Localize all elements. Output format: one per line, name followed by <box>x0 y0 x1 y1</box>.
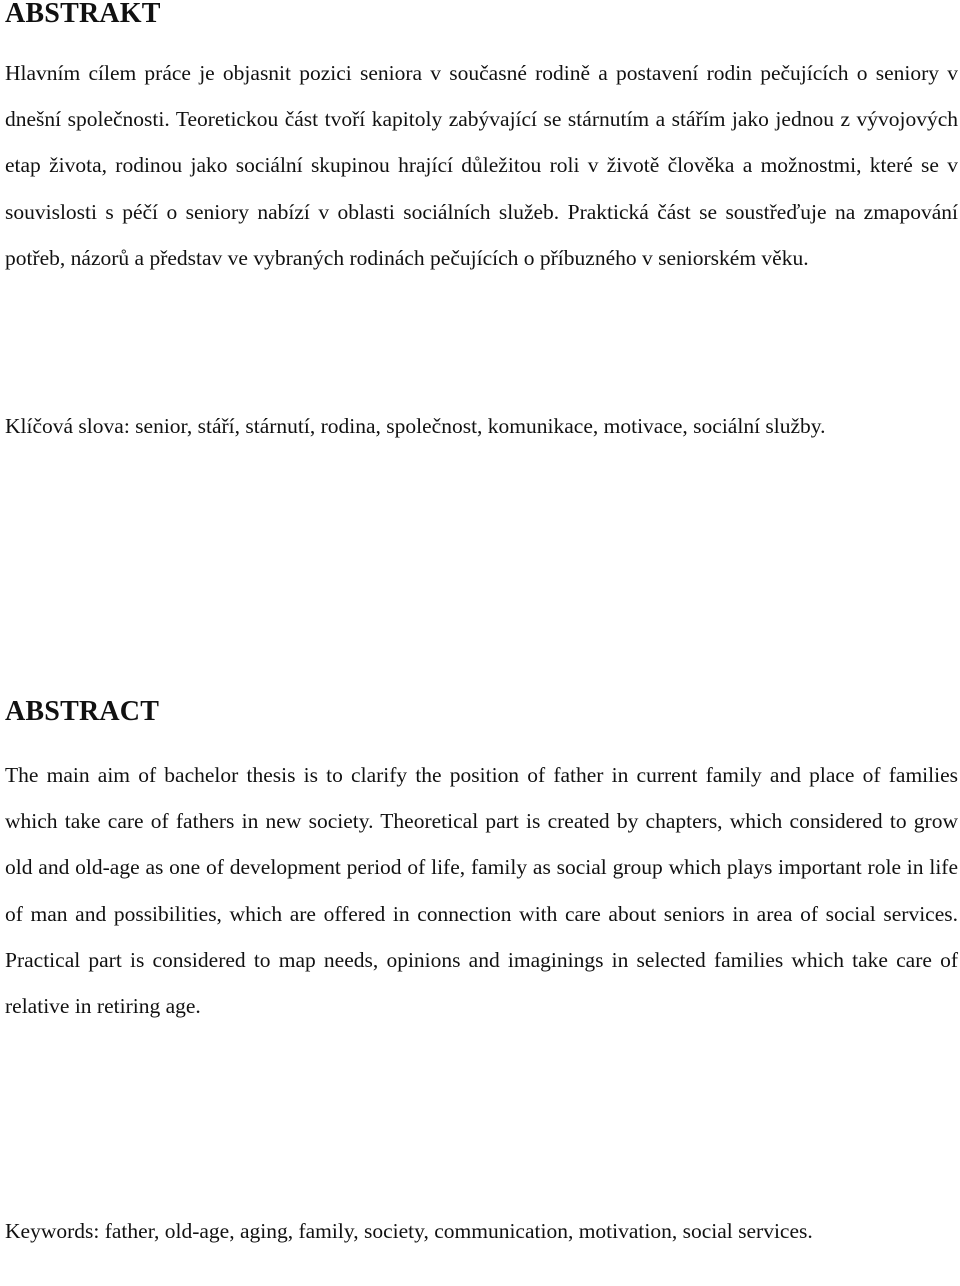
english-abstract-heading: ABSTRACT <box>5 696 160 727</box>
english-keywords-paragraph: Keywords: father, old-age, aging, family, society, communication, motivation, social services. <box>5 1219 813 1243</box>
english-abstract-paragraph: The main aim of bachelor thesis is to clarify the position of father in current family and place of families which take care of fathers in new society. Theoretical part is created by chapters, which considered to grow old and old-age as one of development period of life, family as social group which plays important role in life of man and possibilities, which are offered in connection with care about seniors in area of social services. Practical part is considered to map needs, opinions and imaginings in selected families which take care of relative in retiring age. <box>5 763 958 1019</box>
czech-abstract-paragraph: Hlavním cílem práce je objasnit pozici seniora v současné rodině a postavení rodin pečujících o seniory v dnešní společnosti. Teoretickou část tvoří kapitoly zabývající se stárnutím a stářím jako jednou z vývojových etap života, rodinou jako sociální skupinou hrající důležitou roli v životě člověka a možnostmi, které se v souvislosti s péčí o seniory nabízí v oblasti sociálních služeb. Praktická část se soustřeďuje na zmapování potřeb, názorů a představ ve vybraných rodinách pečujících o příbuzného v seniorském věku. <box>5 61 958 270</box>
czech-keywords-paragraph: Klíčová slova: senior, stáří, stárnutí, rodina, společnost, komunikace, motivace, sociální služby. <box>5 414 826 438</box>
czech-abstract-heading: ABSTRAKT <box>5 0 161 29</box>
